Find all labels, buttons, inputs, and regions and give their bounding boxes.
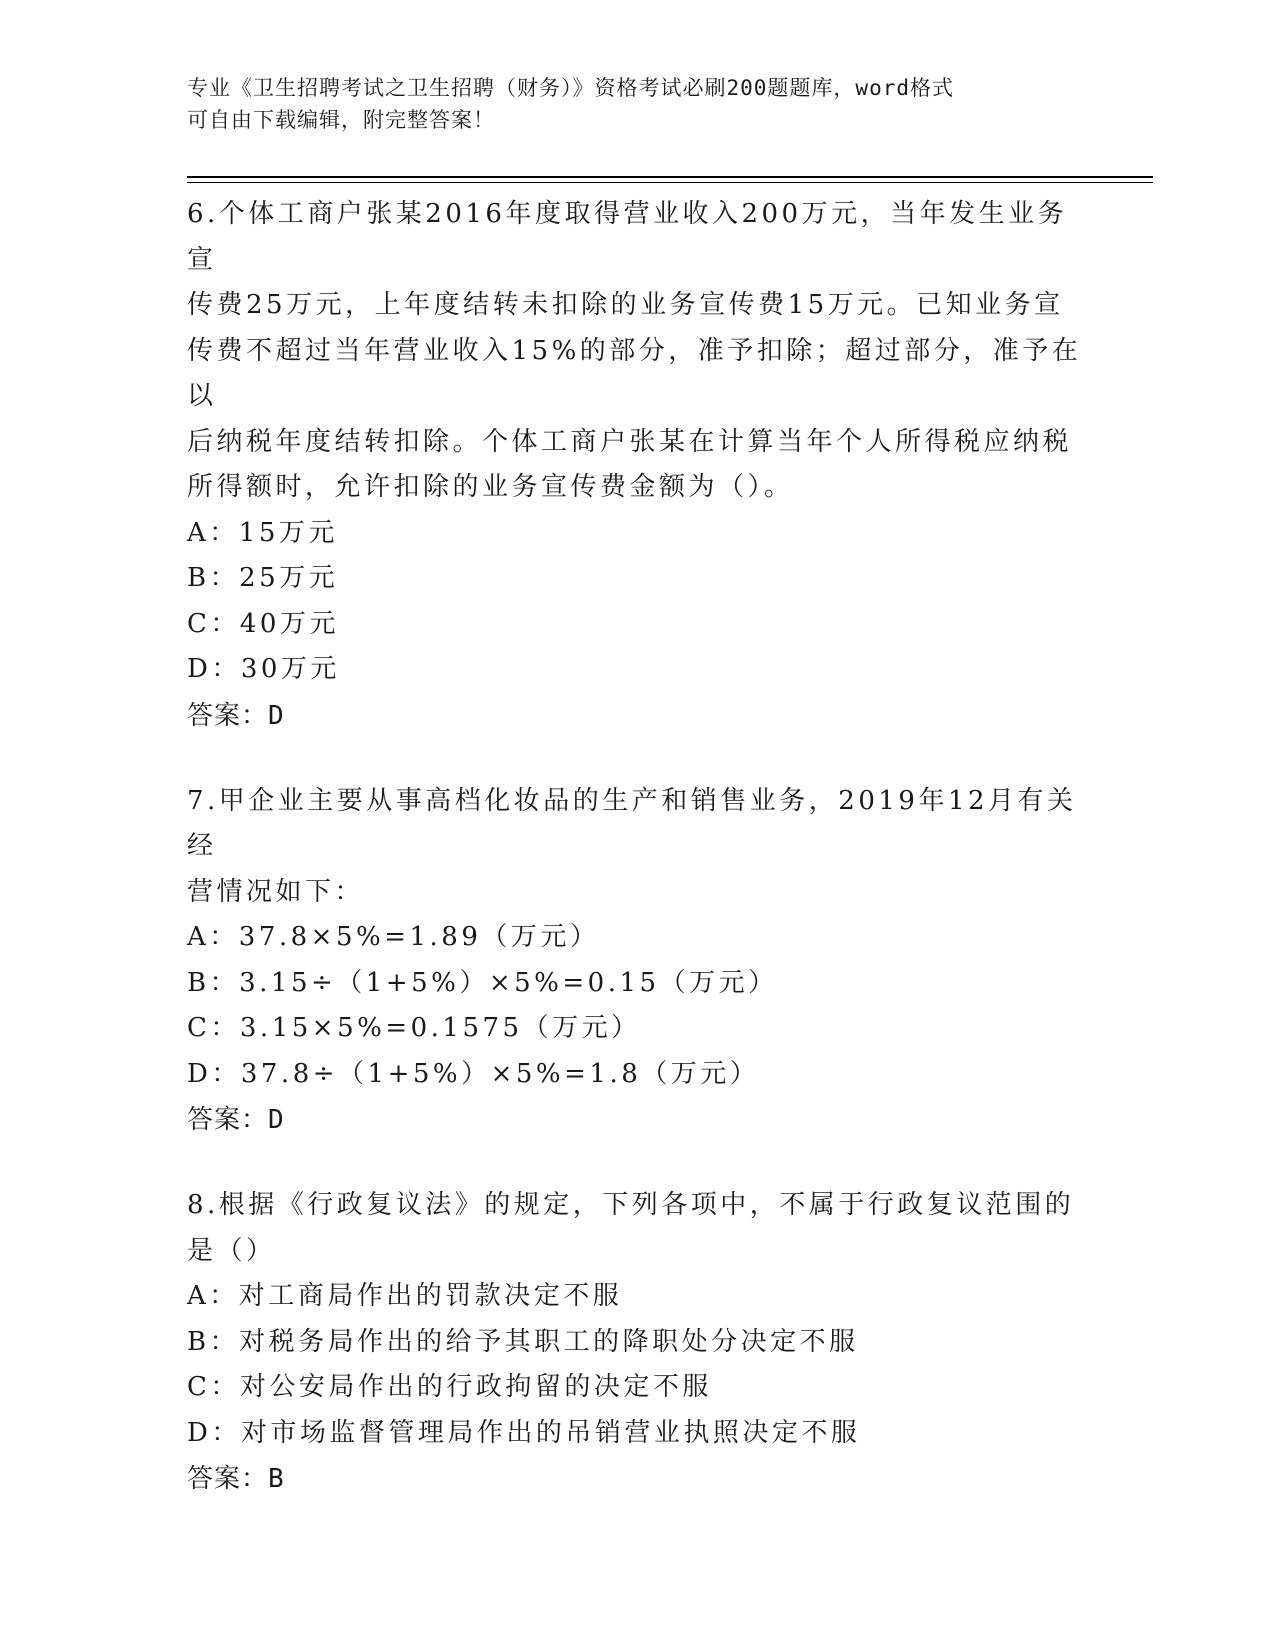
option-a: A：15万元 (187, 517, 338, 548)
question-stem-line: 8.根据《行政复议法》的规定，下列各项中，不属于行政复议范围的 (187, 1190, 1075, 1220)
option-c: C：3.15×5%=0.1575（万元） (187, 1013, 641, 1043)
question-stem-line: 所得额时，允许扣除的业务宣传费金额为（）。 (187, 472, 794, 502)
question-spacer (187, 739, 1087, 779)
header-divider-thick (187, 176, 1153, 178)
option-d: D：对市场监督管理局作出的吊销营业执照决定不服 (187, 1417, 861, 1448)
answer-label: 答案：D (187, 700, 285, 731)
question-stem-line: 营情况如下： (187, 876, 365, 907)
option-c: C：40万元 (187, 608, 339, 639)
option-d: D：30万元 (187, 654, 340, 684)
question-stem-line: 传费25万元，上年度结转未扣除的业务宣传费15万元。已知业务宣 (187, 290, 1064, 320)
option-d: D：37.8÷（1+5%）×5%=1.8（万元） (187, 1058, 760, 1089)
question-list (187, 192, 1087, 1502)
option-b: B：对税务局作出的给予其职工的降职处分决定不服 (187, 1326, 859, 1357)
header-line-2: 可自由下载编辑，附完整答案！ (187, 108, 495, 132)
answer-label: 答案：B (187, 1464, 285, 1494)
question-stem-line: 是（） (187, 1235, 276, 1266)
option-b: B：3.15÷（1+5%）×5%=0.15（万元） (187, 967, 778, 998)
option-c: C：对公安局作出的行政拘留的决定不服 (187, 1372, 712, 1402)
question-7 (187, 779, 1087, 1144)
question-stem-line: 传费不超过当年营业收入15%的部分，准予扣除；超过部分，准予在以 (187, 335, 1082, 411)
question-stem-line: 6.个体工商户张某2016年度取得营业收入200万元，当年发生业务宣 (187, 199, 1068, 275)
question-stem-line: 7.甲企业主要从事高档化妆品的生产和销售业务，2019年12月有关经 (187, 785, 1077, 861)
header-line-1: 专业《卫生招聘考试之卫生招聘（财务）》资格考试必刷200题题库，word格式 (187, 76, 954, 100)
document-header (187, 72, 1087, 136)
answer-label: 答案：D (187, 1105, 285, 1135)
option-a: A：对工商局作出的罚款决定不服 (187, 1281, 623, 1311)
question-stem-line: 后纳税年度结转扣除。个体工商户张某在计算当年个人所得税应纳税 (187, 426, 1073, 457)
header-divider-thin (187, 182, 1153, 183)
option-a: A：37.8×5%=1.89（万元） (187, 922, 600, 952)
question-spacer (187, 1143, 1087, 1183)
question-8 (187, 1183, 1087, 1502)
option-b: B：25万元 (187, 563, 339, 593)
question-6 (187, 192, 1087, 739)
